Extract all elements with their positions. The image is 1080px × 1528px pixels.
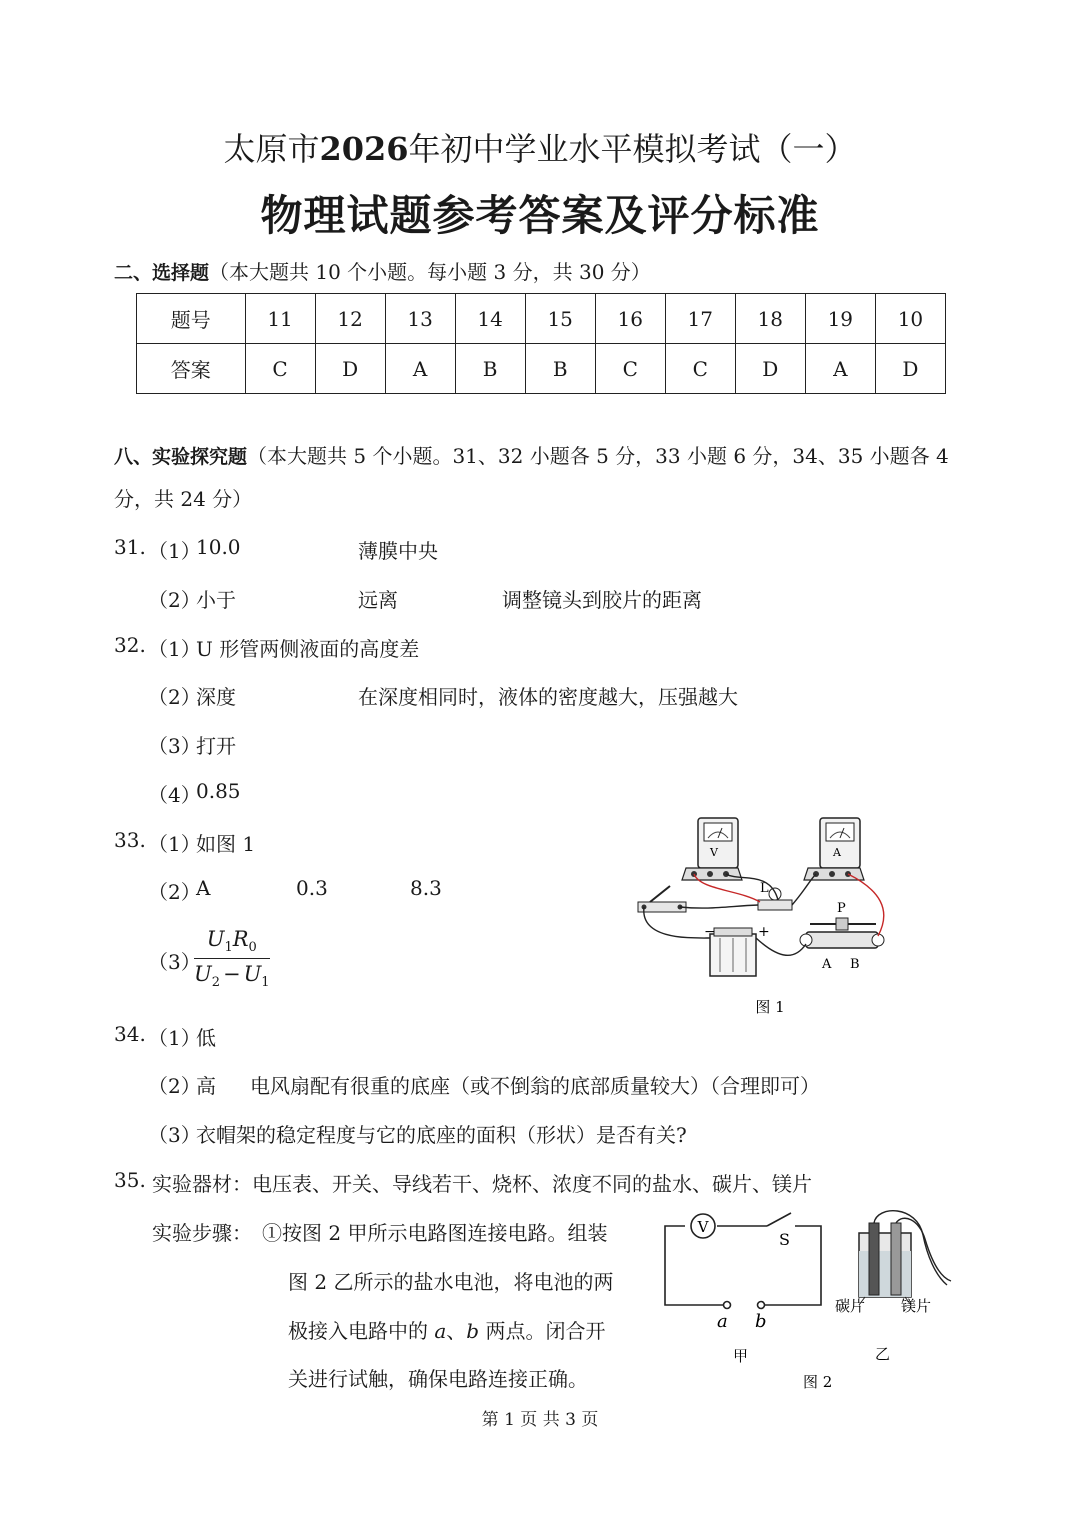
table-cell: 18 — [735, 294, 805, 344]
carbon-label: 碳片 — [835, 1297, 866, 1315]
beaker-icon — [859, 1211, 951, 1305]
q31-label: （1） — [148, 539, 201, 563]
figure-2-left-caption: 甲 — [733, 1347, 749, 1365]
q32-answer: 深度 — [196, 685, 236, 709]
figure-1-circuit — [630, 810, 900, 1030]
figure-2 — [655, 1205, 955, 1395]
table-cell: 17 — [665, 294, 735, 344]
q33-formula: $\frac{U_1R_0}{U_2 - U_1}$ — [194, 927, 270, 991]
voltmeter-icon: V — [697, 1218, 709, 1236]
row-header: 答案 — [137, 344, 246, 394]
section8-note-cont: 分，共 24 分） — [114, 487, 253, 511]
q33-label: （3） — [148, 950, 201, 974]
voltmeter-icon — [682, 818, 742, 880]
table-cell: A — [385, 344, 455, 394]
q31-answer: 远离 — [358, 588, 398, 612]
figure-2-caption: 图 2 — [803, 1373, 833, 1391]
answer-table — [136, 293, 946, 394]
table-cell: 11 — [245, 294, 315, 344]
table-cell: B — [525, 344, 595, 394]
q35-steps-label: 实验步骤： — [152, 1221, 252, 1245]
q32-answer: U 形管两侧液面的高度差 — [196, 637, 420, 661]
svg-text:A: A — [822, 957, 832, 972]
q31-answer: 10.0 — [196, 535, 241, 559]
q34-answer: 衣帽架的稳定程度与它的底座的面积（形状）是否有关? — [196, 1123, 687, 1147]
q34-answer: 高 — [196, 1074, 216, 1098]
table-cell: 13 — [385, 294, 455, 344]
q35-step-line: 图 2 乙所示的盐水电池，将电池的两 — [288, 1270, 614, 1294]
svg-text:B: B — [850, 957, 860, 972]
q32-num: 32. — [114, 633, 146, 657]
q34-label: （3） — [148, 1123, 201, 1147]
switch-icon — [638, 886, 686, 912]
q34-answer: 低 — [196, 1026, 216, 1050]
q32-answer: 打开 — [196, 734, 236, 758]
svg-text:−: − — [704, 924, 716, 940]
table-cell: 19 — [805, 294, 875, 344]
q35-equipment: 实验器材：电压表、开关、导线若干、烧杯、浓度不同的盐水、碳片、镁片 — [152, 1172, 812, 1196]
q34-label: （1） — [148, 1026, 201, 1050]
q31-num: 31. — [114, 535, 146, 559]
rheostat-icon — [800, 901, 884, 972]
table-cell: B — [455, 344, 525, 394]
switch-label: S — [779, 1230, 790, 1249]
table-row-numbers — [137, 294, 946, 344]
circuit-diagram — [665, 1213, 821, 1309]
q33-answer: A — [196, 876, 211, 900]
q32-label: （3） — [148, 734, 201, 758]
table-cell: D — [315, 344, 385, 394]
ammeter-icon — [804, 818, 864, 880]
q35-step-line: 极接入电路中的 a、b 两点。闭合开 — [288, 1319, 606, 1343]
table-cell: A — [805, 344, 875, 394]
q32-label: （1） — [148, 637, 201, 661]
q35-num: 35. — [114, 1168, 146, 1192]
table-cell: 10 — [875, 294, 945, 344]
table-cell: 16 — [595, 294, 665, 344]
section8-heading: 八、实验探究题（本大题共 5 个小题。31、32 小题各 5 分，33 小题 6 分，34、35 小题各 4 — [114, 444, 949, 468]
page-number: 第 1 页 共 3 页 — [481, 1410, 599, 1430]
q31-answer: 小于 — [196, 588, 236, 612]
q34-answer: 电风扇配有很重的底座（或不倒翁的底部质量较大）（合理即可） — [250, 1074, 820, 1098]
q32-answer: 在深度相同时，液体的密度越大，压强越大 — [358, 685, 738, 709]
point-a-label: a — [717, 1311, 728, 1332]
q33-answer: 8.3 — [410, 876, 442, 900]
point-b-label: b — [755, 1311, 767, 1332]
svg-text:P: P — [837, 901, 846, 916]
section2-heading: 二、选择题（本大题共 10 个小题。每小题 3 分，共 30 分） — [114, 260, 651, 284]
q31-answer: 薄膜中央 — [358, 539, 438, 563]
q35-step-line: 关进行试触，确保电路连接正确。 — [288, 1367, 588, 1391]
table-cell: 15 — [525, 294, 595, 344]
row-header: 题号 — [137, 294, 246, 344]
q34-label: （2） — [148, 1074, 201, 1098]
table-cell: 12 — [315, 294, 385, 344]
figure-2-right-caption: 乙 — [875, 1345, 891, 1363]
page-subtitle: 物理试题参考答案及评分标准 — [260, 191, 820, 240]
q33-answer: 0.3 — [296, 876, 328, 900]
q33-label: （2） — [148, 880, 201, 904]
table-row-answers — [137, 344, 946, 394]
q33-answer: 如图 1 — [196, 832, 256, 856]
q34-num: 34. — [114, 1022, 146, 1046]
svg-text:V: V — [710, 846, 718, 859]
page-title: 太原市2026年初中学业水平模拟考试（一） — [223, 130, 857, 168]
svg-text:+: + — [758, 924, 770, 940]
battery-icon — [704, 924, 770, 976]
svg-text:A: A — [833, 846, 841, 859]
q32-answer: 0.85 — [196, 779, 241, 803]
q31-answer: 调整镜头到胶片的距离 — [502, 588, 702, 612]
lamp-icon — [758, 881, 792, 910]
q33-label: （1） — [148, 832, 201, 856]
table-cell: C — [595, 344, 665, 394]
svg-text:L: L — [760, 881, 769, 896]
table-cell: C — [245, 344, 315, 394]
table-cell: 14 — [455, 294, 525, 344]
table-cell: C — [665, 344, 735, 394]
q33-num: 33. — [114, 828, 146, 852]
table-cell: D — [875, 344, 945, 394]
q32-label: （4） — [148, 783, 201, 807]
figure-1-caption: 图 1 — [755, 998, 785, 1016]
q35-step-line: ①按图 2 甲所示电路图连接电路。组装 — [262, 1221, 608, 1245]
magnesium-label: 镁片 — [901, 1297, 932, 1315]
table-cell: D — [735, 344, 805, 394]
q31-label: （2） — [148, 588, 201, 612]
q32-label: （2） — [148, 685, 201, 709]
